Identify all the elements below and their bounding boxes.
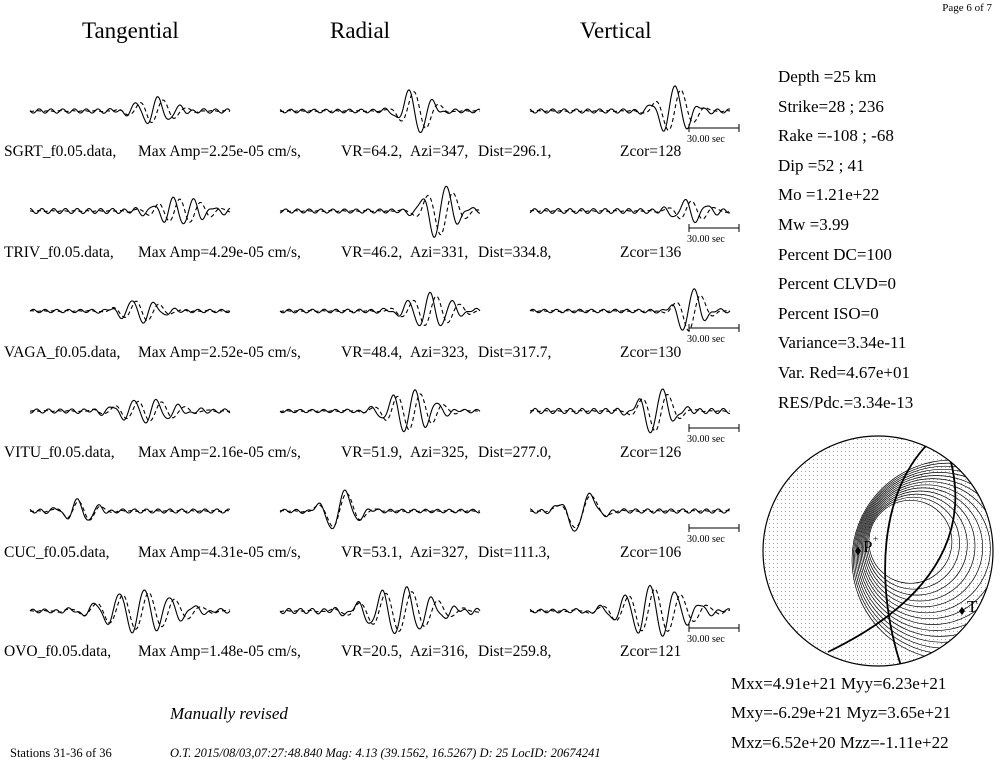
- solution-parameters: [778, 62, 913, 417]
- time-scale-bar: [689, 324, 739, 332]
- time-scale-bar: [689, 624, 739, 632]
- station-azi: Azi=325,: [410, 444, 469, 461]
- observed-trace: [530, 289, 730, 330]
- station-label-row: [4, 143, 704, 163]
- observed-trace: [280, 186, 480, 237]
- station-vr: VR=20.5,: [341, 643, 403, 660]
- station-zcor: Zcor=126: [620, 444, 682, 461]
- time-scale-label: 30.00 sec: [687, 134, 725, 145]
- station-dist: Dist=259.8,: [478, 643, 552, 660]
- time-scale-bar: [689, 224, 739, 232]
- time-scale-bar: [689, 424, 739, 432]
- station-maxamp: Max Amp=2.25e-05 cm/s,: [138, 143, 301, 160]
- observed-trace: [280, 490, 480, 529]
- moment-tensor-row-3: Mxz=6.52e+20 Mzz=-1.11e+22: [731, 733, 949, 752]
- station-zcor: Zcor=130: [620, 344, 682, 361]
- station-maxamp: Max Amp=2.16e-05 cm/s,: [138, 444, 301, 461]
- station-vr: VR=53.1,: [341, 544, 403, 561]
- station-azi: Azi=323,: [410, 344, 469, 361]
- station-file: OVO_f0.05.data,: [4, 643, 112, 660]
- t-axis-label: T: [967, 597, 978, 616]
- synthetic-trace: [530, 296, 730, 331]
- beachball-diagram: [756, 430, 1000, 674]
- param-variance: Variance=3.34e-11: [778, 333, 907, 353]
- station-azi: Azi=331,: [410, 244, 469, 261]
- page-number: Page 6 of 7: [942, 2, 992, 14]
- footer-event-info: O.T. 2015/08/03,07:27:48.840 Mag: 4.13 (39.1562, 16.5267) D: 25 LocID: 20674241: [170, 746, 601, 760]
- synthetic-trace: [530, 589, 730, 632]
- station-label-row: [4, 244, 704, 264]
- synthetic-trace: [30, 401, 230, 421]
- station-label-row: [4, 344, 704, 364]
- moment-tensor-row-2: Mxy=-6.29e+21 Myz=3.65e+21: [731, 703, 952, 722]
- time-scale-bar: [689, 524, 739, 532]
- station-zcor: Zcor=136: [620, 244, 682, 261]
- station-zcor: Zcor=106: [620, 544, 682, 561]
- station-maxamp: Max Amp=1.48e-05 cm/s,: [138, 643, 301, 660]
- header-vertical: Vertical: [580, 18, 652, 43]
- time-scale-label: 30.00 sec: [687, 234, 725, 245]
- station-file: TRIV_f0.05.data,: [4, 244, 114, 261]
- station-vr: VR=51.9,: [341, 444, 403, 461]
- header-tangential: Tangential: [82, 18, 179, 43]
- header-radial: Radial: [330, 18, 391, 43]
- synthetic-trace: [530, 90, 730, 130]
- station-dist: Dist=277.0,: [478, 444, 552, 461]
- station-dist: Dist=296.1,: [478, 143, 552, 160]
- param-var-red: Var. Red=4.67e+01: [778, 362, 911, 382]
- param-dip: Dip =52 ; 41: [778, 155, 865, 175]
- moment-tensor-row-1: Mxx=4.91e+21 Myy=6.23e+21: [731, 674, 947, 693]
- observed-trace: [530, 493, 730, 531]
- station-azi: Azi=316,: [410, 643, 469, 660]
- synthetic-trace: [30, 199, 230, 222]
- station-azi: Azi=327,: [410, 544, 469, 561]
- time-scale-label: 30.00 sec: [687, 334, 725, 345]
- station-file: CUC_f0.05.data,: [4, 544, 110, 561]
- param-res-pdc: RES/Pdc.=3.34e-13: [778, 392, 914, 412]
- synthetic-trace: [30, 501, 230, 520]
- time-scale-label: 30.00 sec: [687, 634, 725, 645]
- p-axis-label: P: [863, 537, 873, 556]
- station-azi: Azi=347,: [410, 143, 469, 160]
- station-label-row: [4, 544, 704, 564]
- param-rake: Rake =-108 ; -68: [778, 126, 894, 146]
- param-dc: Percent DC=100: [778, 244, 892, 264]
- synthetic-trace: [280, 92, 480, 129]
- synthetic-trace: [30, 301, 230, 320]
- station-vr: VR=64.2,: [341, 143, 403, 160]
- manual-revised-label: Manually revised: [170, 704, 288, 723]
- station-file: VAGA_f0.05.data,: [4, 344, 121, 361]
- param-strike: Strike=28 ; 236: [778, 96, 884, 116]
- time-scale-bar: [689, 124, 739, 132]
- param-iso: Percent ISO=0: [778, 303, 879, 323]
- station-zcor: Zcor=128: [620, 143, 682, 160]
- station-maxamp: Max Amp=4.29e-05 cm/s,: [138, 244, 301, 261]
- station-file: VITU_f0.05.data,: [4, 444, 115, 461]
- footer-stations: Stations 31-36 of 36: [10, 746, 112, 760]
- param-mo: Mo =1.21e+22: [778, 185, 880, 205]
- station-zcor: Zcor=121: [620, 643, 682, 660]
- station-maxamp: Max Amp=4.31e-05 cm/s,: [138, 544, 301, 561]
- param-mw: Mw =3.99: [778, 214, 849, 234]
- station-vr: VR=46.2,: [341, 244, 403, 261]
- station-dist: Dist=317.7,: [478, 344, 552, 361]
- station-vr: VR=48.4,: [341, 344, 403, 361]
- station-label-row: [4, 643, 704, 663]
- station-file: SGRT_f0.05.data,: [4, 143, 117, 160]
- synthetic-trace: [280, 193, 480, 235]
- synthetic-trace: [280, 394, 480, 430]
- time-scale-label: 30.00 sec: [687, 434, 725, 445]
- station-maxamp: Max Amp=2.52e-05 cm/s,: [138, 344, 301, 361]
- station-dist: Dist=334.8,: [478, 244, 552, 261]
- observed-trace: [30, 197, 230, 224]
- param-clvd: Percent CLVD=0: [778, 274, 897, 294]
- p-axis-plus: +: [873, 534, 879, 544]
- time-scale-label: 30.00 sec: [687, 534, 725, 545]
- param-depth: Depth =25 km: [778, 67, 877, 86]
- observed-trace: [530, 86, 730, 131]
- station-label-row: [4, 444, 704, 464]
- station-dist: Dist=111.3,: [478, 544, 551, 561]
- synthetic-trace: [530, 395, 730, 432]
- synthetic-trace: [530, 496, 730, 528]
